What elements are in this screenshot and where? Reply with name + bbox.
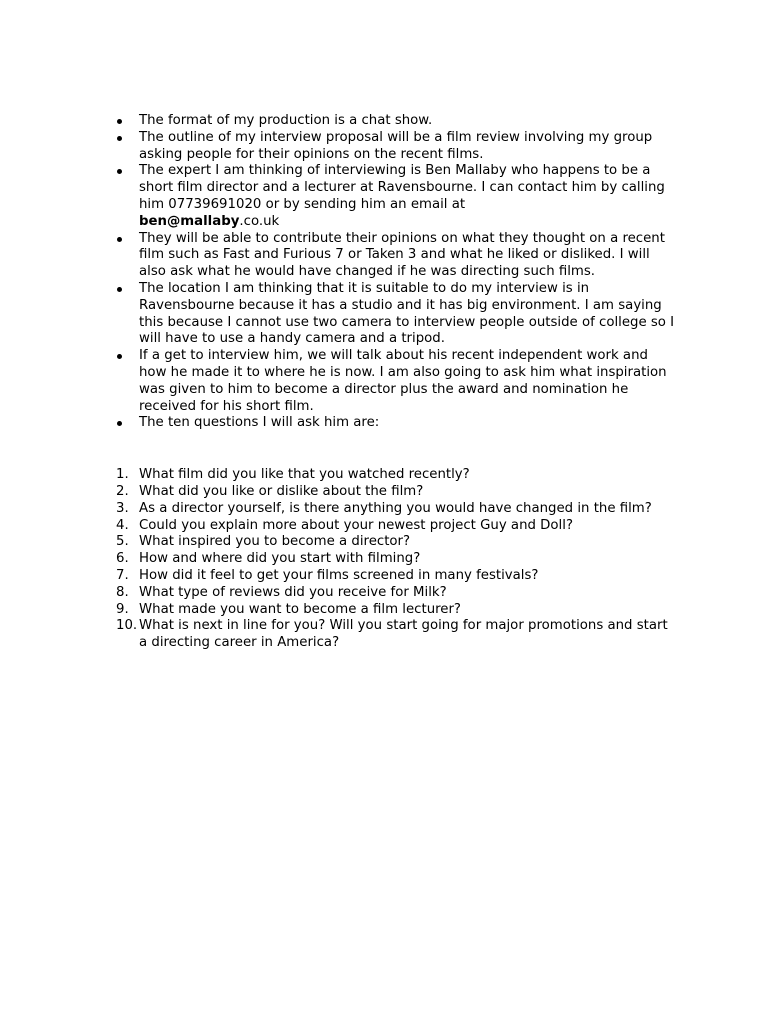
bullet-item-expert: The expert I am thinking of interviewing is Ben Mallaby who happens to be a short film director and a lecturer at Ravensbourne. I can contact him by calling him 07739691020 or by sending him an email at ben@mallaby.co.uk — [116, 163, 676, 230]
bullet-icon — [117, 237, 122, 242]
bullet-icon — [117, 119, 122, 124]
interview-questions-list — [116, 467, 676, 652]
bullet-item-topics: If a get to interview him, we will talk about his recent independent work and how he made it to where he is now. I am also going to ask him what inspiration was given to him to become a director plus the award and nomination he received for his short film. — [116, 348, 676, 415]
question-item: 6. How and where did you start with filming? — [116, 551, 421, 567]
question-item: 7. How did it feel to get your films screened in many festivals? — [116, 567, 539, 583]
document-body — [116, 113, 676, 652]
bullet-icon — [117, 354, 122, 359]
proposal-bullet-list — [116, 113, 676, 432]
bullet-icon — [117, 136, 122, 141]
bullet-item-location: The location I am thinking that it is suitable to do my interview is in Ravensbourne because it has a studio and it has big environment. I am saying this because I cannot use two camera to interview people outside of college so I will have to use a handy camera and a tripod. — [116, 281, 676, 348]
bullet-item-questions-intro: The ten questions I will ask him are: — [116, 415, 676, 432]
bullet-item-outline: The outline of my interview proposal will be a film review involving my group asking people for their opinions on the recent films. — [116, 130, 676, 164]
email-domain-part: .co.uk — [239, 213, 280, 229]
bullet-item-contribute: They will be able to contribute their opinions on what they thought on a recent film such as Fast and Furious 7 or Taken 3 and what he liked or disliked. I will also ask what he would have changed if he was directing such films. — [116, 231, 676, 281]
bullet-icon — [117, 169, 122, 174]
question-item: 2. What did you like or dislike about the film? — [116, 483, 424, 499]
bullet-icon — [117, 287, 122, 292]
question-item: 3. As a director yourself, is there anything you would have changed in the film? — [116, 500, 652, 516]
question-item: 5. What inspired you to become a director? — [116, 534, 411, 550]
bullet-icon — [117, 421, 122, 426]
question-item: 8. What type of reviews did you receive for Milk? — [116, 584, 447, 600]
question-item: 4. Could you explain more about your newest project Guy and Doll? — [116, 517, 573, 533]
bullet-item-format: The format of my production is a chat show. — [116, 113, 676, 130]
email-bold-part: ben@mallaby — [139, 213, 240, 229]
question-item: 9. What made you want to become a film lecturer? — [116, 601, 461, 617]
question-item: 10. What is next in line for you? Will you start going for major promotions and start a directing career in America? — [116, 618, 668, 651]
question-item: 1. What film did you like that you watched recently? — [116, 467, 470, 483]
